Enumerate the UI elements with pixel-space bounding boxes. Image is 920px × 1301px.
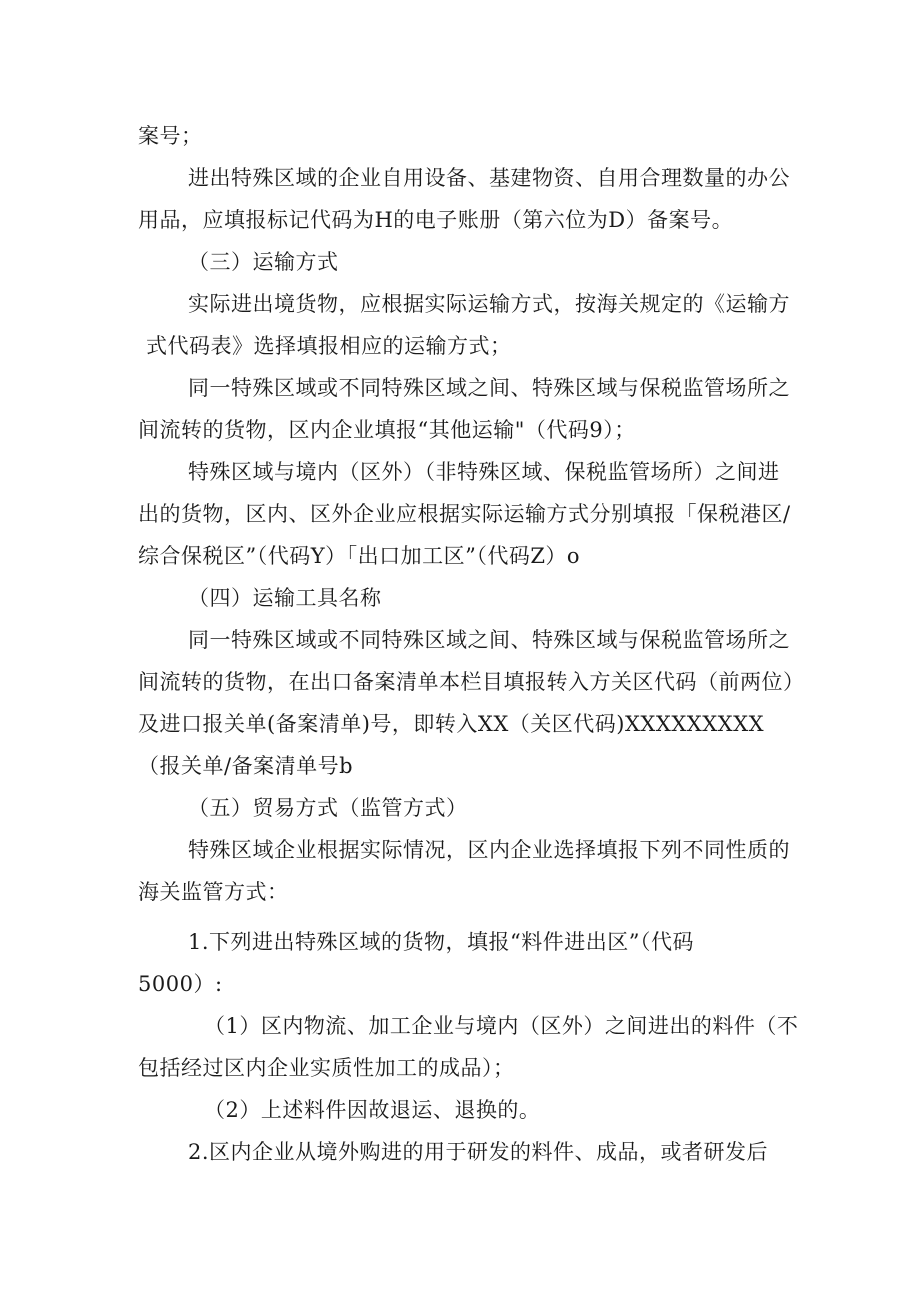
text-line-6: 式代码表》选择填报相应的运输方式；: [146, 334, 512, 358]
text-line-2: 进出特殊区域的企业自用设备、基建物资、自用合理数量的办公: [188, 166, 790, 190]
text-line-23: 包括经过区内企业实质性加工的成品）；: [138, 1056, 515, 1080]
text-line-16: （报关单/备案清单号b: [138, 754, 354, 778]
text-line-19: 海关监管方式：: [138, 880, 289, 904]
text-line-7: 同一特殊区域或不同特殊区域之间、特殊区域与保税监管场所之: [188, 376, 790, 400]
text-line-14: 间流转的货物，在出口备案清单本栏目填报转入方关区代码（前两位）: [138, 670, 805, 694]
text-line-21: 5000）:: [138, 972, 223, 996]
section-heading-3: （三）运输方式: [188, 250, 339, 274]
text-line-18: 特殊区域企业根据实际情况，区内企业选择填报下列不同性质的: [188, 838, 790, 862]
section-heading-5: （五）贸易方式（监管方式）: [188, 796, 468, 820]
text-line-3: 用品，应填报标记代码为H的电子账册（第六位为D）备案号。: [138, 208, 734, 232]
text-line-5: 实际进出境货物，应根据实际运输方式，按海关规定的《运输方: [188, 292, 790, 316]
text-line-25: 2.区内企业从境外购进的用于研发的料件、成品，或者研发后: [188, 1140, 769, 1164]
text-line-20: 1.下列进出特殊区域的货物，填报“料件进出区”（代码: [188, 930, 695, 954]
text-line-11: 综合保税区”（代码Y）「出口加工区”（代码Z）o: [138, 544, 581, 568]
text-line-8: 间流转的货物，区内企业填报“其他运输"（代码9）；: [138, 418, 636, 442]
text-line-15: 及进口报关单(备案清单)号，即转入XX（关区代码)XXXXXXXXX: [138, 712, 765, 736]
text-line-1: 案号；: [138, 124, 203, 148]
text-line-24: （2）上述料件因故退运、退换的。: [204, 1098, 541, 1122]
text-line-9: 特殊区域与境内（区外）（非特殊区域、保税监管场所）之间进: [188, 460, 780, 484]
text-line-13: 同一特殊区域或不同特殊区域之间、特殊区域与保税监管场所之: [188, 628, 790, 652]
section-heading-4: （四）运输工具名称: [188, 586, 382, 610]
text-line-22: （1）区内物流、加工企业与境内（区外）之间进出的料件（不: [204, 1014, 799, 1038]
text-line-10: 出的货物，区内、区外企业应根据实际运输方式分别填报「保税港区/: [138, 502, 791, 526]
